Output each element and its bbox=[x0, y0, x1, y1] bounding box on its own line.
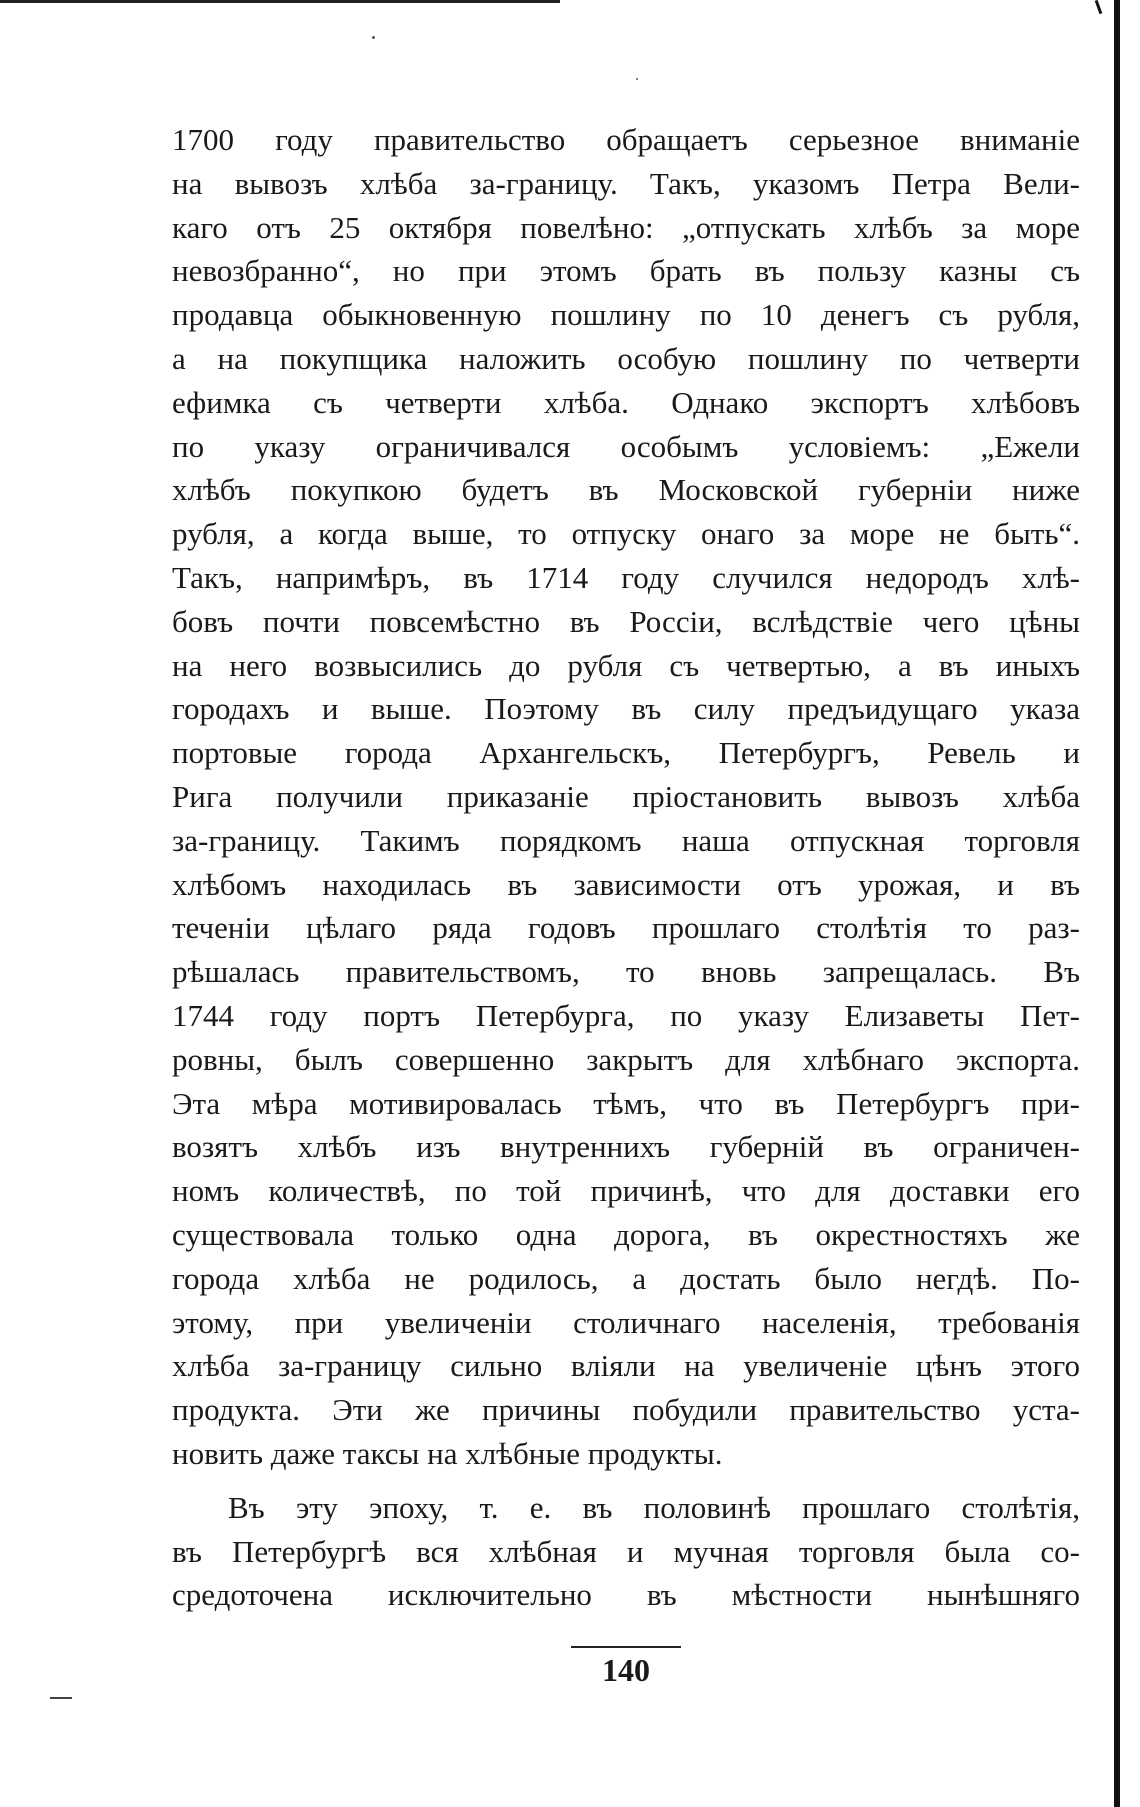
text-line: по указу ограничивался особымъ условiемъ: „Ежели bbox=[172, 428, 1080, 464]
text-line: новить даже таксы на хлѣбные продукты. bbox=[172, 1435, 723, 1471]
paragraph-2 bbox=[172, 1486, 1080, 1617]
text-line: средоточена исключительно въ мѣстности нынѣшняго bbox=[172, 1577, 1080, 1613]
text-line: продукта. Эти же причины побудили правительство уста- bbox=[172, 1392, 1080, 1428]
body-text bbox=[172, 118, 1080, 1617]
paragraph-1 bbox=[172, 118, 1080, 1476]
text-line: номъ количествѣ, по той причинѣ, что для доставки его bbox=[172, 1173, 1080, 1209]
text-line: Эта мѣра мотивировалась тѣмъ, что въ Петербургъ при- bbox=[172, 1085, 1080, 1121]
text-line: теченiи цѣлаго ряда годовъ прошлаго столѣтiя то раз- bbox=[172, 910, 1080, 946]
text-line: возятъ хлѣбъ изъ внутреннихъ губернiй въ ограничен- bbox=[172, 1129, 1080, 1165]
text-line: городахъ и выше. Поэтому въ силу предъидущаго указа bbox=[172, 691, 1080, 727]
text-line: Въ эту эпоху, т. е. въ половинѣ прошлаго столѣтiя, bbox=[228, 1489, 1080, 1525]
text-line: портовые города Архангельскъ, Петербургъ, Ревель и bbox=[172, 735, 1080, 771]
scan-edge-mark bbox=[1095, 0, 1103, 14]
text-line: Рига получили приказанiе прiостановить вывозъ хлѣба bbox=[172, 778, 1080, 814]
text-line: города хлѣба не родилось, а достать было негдѣ. По- bbox=[172, 1260, 1080, 1296]
paragraph-gap bbox=[172, 1476, 1080, 1486]
text-line: Такъ, напримѣръ, въ 1714 году случился недородъ хлѣ- bbox=[172, 559, 1080, 595]
scan-speck bbox=[372, 36, 375, 39]
text-line: ровны, былъ совершенно закрытъ для хлѣбнаго экспорта. bbox=[172, 1041, 1080, 1077]
scan-edge-top bbox=[0, 0, 560, 3]
text-line: хлѣбомъ находилась въ зависимости отъ урожая, и въ bbox=[172, 866, 1080, 902]
text-line: рубля, а когда выше, то отпуску онаго за море не быть“. bbox=[172, 516, 1080, 552]
text-line: за-границу. Такимъ порядкомъ наша отпускная торговля bbox=[172, 822, 1080, 858]
scan-speck bbox=[636, 78, 638, 80]
scan-edge-right bbox=[1114, 0, 1120, 1807]
text-line: рѣшалась правительствомъ, то вновь запрещалась. Въ bbox=[172, 954, 1080, 990]
text-line: бовъ почти повсемѣстно въ Россiи, вслѣдствiе чего цѣны bbox=[172, 603, 1080, 639]
text-line: на него возвысились до рубля съ четвертью, а въ иныхъ bbox=[172, 647, 1080, 683]
margin-mark bbox=[50, 1697, 72, 1699]
text-line: хлѣба за-границу сильно влiяли на увеличенiе цѣнъ этого bbox=[172, 1348, 1080, 1384]
page-number: 140 bbox=[602, 1652, 650, 1688]
page-number-rule bbox=[571, 1646, 681, 1648]
text-line: продавца обыкновенную пошлину по 10 денегъ съ рубля, bbox=[172, 297, 1080, 333]
text-line: на вывозъ хлѣба за-границу. Такъ, указомъ Петра Вели- bbox=[172, 165, 1080, 201]
text-line: хлѣбъ покупкою будетъ въ Московской губернiи ниже bbox=[172, 472, 1080, 508]
text-line: этому, при увеличенiи столичнаго населенiя, требованiя bbox=[172, 1304, 1080, 1340]
text-line: ефимка съ четверти хлѣба. Однако экспортъ хлѣбовъ bbox=[172, 384, 1080, 420]
text-line: 1744 году портъ Петербурга, по указу Елизаветы Пет- bbox=[172, 997, 1080, 1033]
text-line: невозбранно“, но при этомъ брать въ пользу казны съ bbox=[172, 253, 1080, 289]
text-line: въ Петербургѣ вся хлѣбная и мучная торговля была со- bbox=[172, 1533, 1080, 1569]
text-line: существовала только одна дорога, въ окрестностяхъ же bbox=[172, 1216, 1080, 1252]
text-line: а на покупщика наложить особую пошлину по четверти bbox=[172, 340, 1080, 376]
text-line: 1700 году правительство обращаетъ серьезное вниманiе bbox=[172, 122, 1080, 157]
text-line: каго отъ 25 октября повелѣно: „отпускать хлѣбъ за море bbox=[172, 209, 1080, 245]
